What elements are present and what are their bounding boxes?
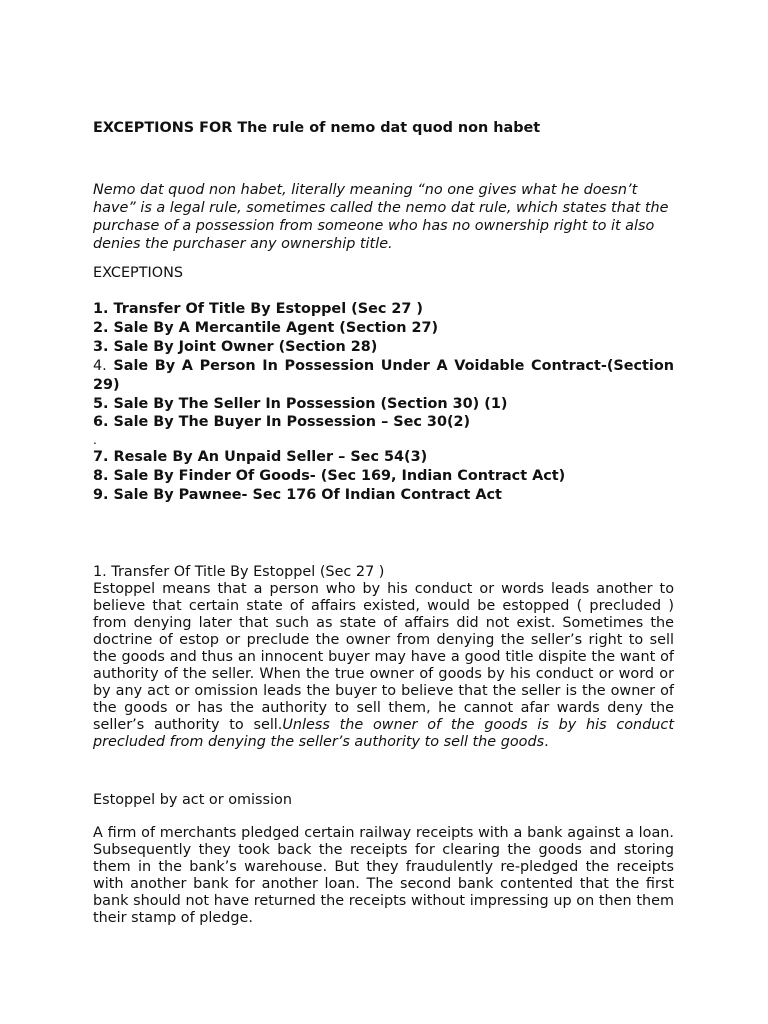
exception-item: 2. Sale By A Mercantile Agent (Section 27)	[93, 319, 439, 336]
exception-item: 7. Resale By An Unpaid Seller – Sec 54(3)	[93, 449, 428, 466]
exception-item: 9. Sale By Pawnee- Sec 176 Of Indian Contract Act	[93, 487, 502, 504]
example-paragraph: A firm of merchants pledged certain railway receipts with a bank against a loan. Subsequently they took back the receipts for clearing the goods and storing them in the bank’s warehouse. But they fraudulently re-pledged the receipts with another bank for another loan. The second bank contented that the first bank should not have returned the receipts without impressing up on then them their stamp of pledge.	[93, 825, 674, 926]
document-title: EXCEPTIONS FOR The rule of nemo dat quod non habet	[93, 120, 541, 136]
exceptions-heading: EXCEPTIONS	[93, 265, 183, 281]
exception-item: 8. Sale By Finder Of Goods- (Sec 169, Indian Contract Act)	[93, 468, 566, 485]
estoppel-subheading: Estoppel by act or omission	[93, 792, 292, 808]
section-1-body: Estoppel means that a person who by his conduct or words leads another to believe that certain state of affairs existed, would be estopped ( precluded ) from denying later that such as state of affairs did not exist. Sometimes the doctrine of estop or preclude the owner from denying the seller’s right to sell the goods and thus an innocent buyer may have a good title dispite the want of authority of the seller. When the true owner of goods by his conduct or word or by any act or omission leads the buyer to believe that the seller is the owner of the goods or has the authority to sell them, he cannot afar wards deny the seller’s authority to sell.Unless the owner of the goods is by his conduct precluded from denying the seller’s authority to sell the goods.	[93, 581, 674, 750]
exception-item: 4. Sale By A Person In Possession Under A Voidable Contract-(Section 29)	[93, 357, 674, 393]
exception-item: 6. Sale By The Buyer In Possession – Sec 30(2)	[93, 414, 471, 431]
section-1-italic: Unless the owner of the goods is by his conduct precluded from denying the seller’s authority to sell the goods	[93, 717, 674, 750]
section-1-title: 1. Transfer Of Title By Estoppel (Sec 27 )	[93, 564, 385, 580]
exception-item: 1. Transfer Of Title By Estoppel (Sec 27 )	[93, 301, 423, 317]
exceptions-list	[93, 300, 674, 505]
exception-item: 5. Sale By The Seller In Possession (Section 30) (1)	[93, 395, 508, 412]
exception-item: 3. Sale By Joint Owner (Section 28)	[93, 338, 378, 355]
section-1	[93, 564, 674, 751]
intro-paragraph: Nemo dat quod non habet, literally meaning “no one gives what he doesn’t have” is a legal rule, sometimes called the nemo dat rule, which states that the purchase of a possession from someone who has no ownership right to it also denies the purchaser any ownership title.	[93, 182, 669, 252]
stray-dot: .	[93, 433, 97, 448]
